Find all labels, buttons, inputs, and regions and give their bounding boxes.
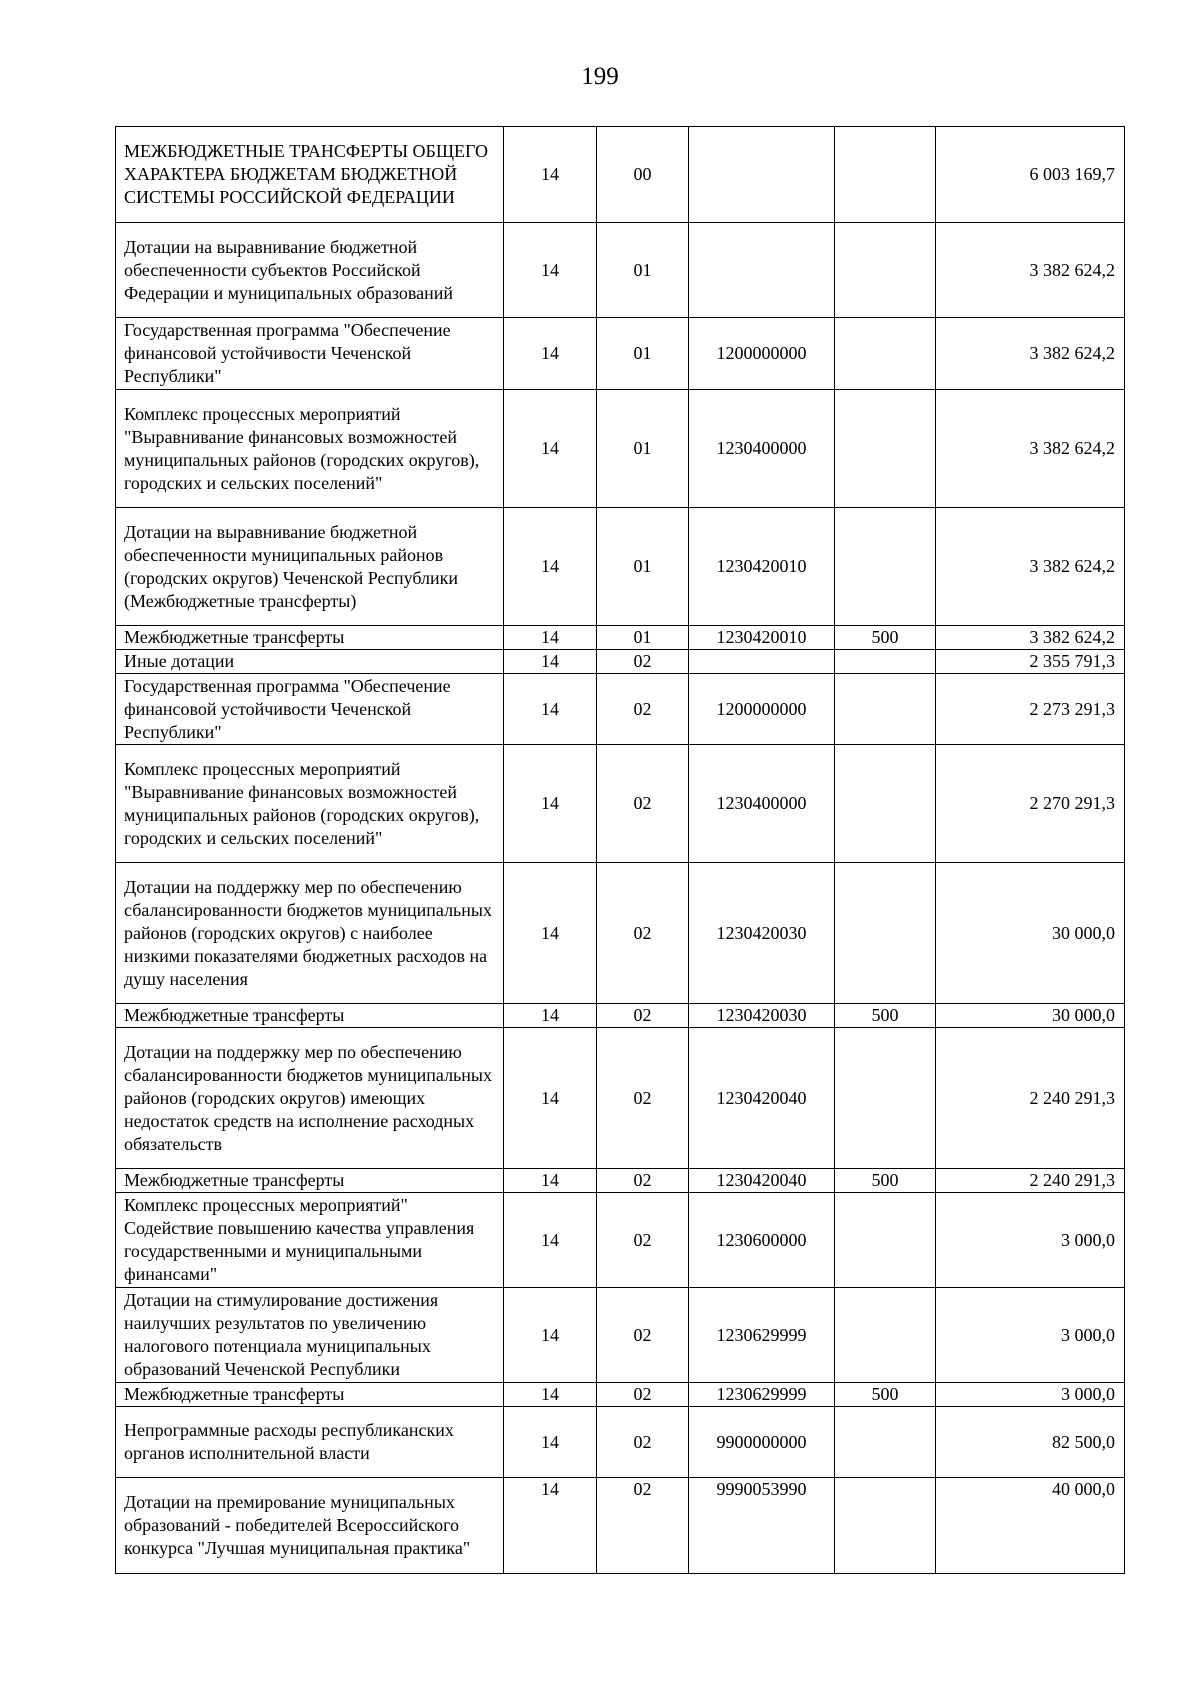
table-row xyxy=(116,1004,1125,1028)
amount: 2 240 291,3 xyxy=(936,1028,1125,1169)
target-article-code xyxy=(689,223,835,318)
target-article-code: 1200000000 xyxy=(689,318,835,390)
row-name: Межбюджетные трансферты xyxy=(116,1169,504,1193)
section-code: 14 xyxy=(504,863,597,1004)
amount: 2 355 791,3 xyxy=(936,650,1125,674)
section-code: 14 xyxy=(504,1383,597,1407)
section-code: 14 xyxy=(504,650,597,674)
target-article-code: 1230420040 xyxy=(689,1028,835,1169)
table-row xyxy=(116,674,1125,745)
table-row xyxy=(116,223,1125,318)
amount: 3 382 624,2 xyxy=(936,390,1125,508)
section-code: 14 xyxy=(504,318,597,390)
section-code: 14 xyxy=(504,1478,597,1574)
section-code: 14 xyxy=(504,745,597,863)
amount: 3 382 624,2 xyxy=(936,318,1125,390)
row-name: Иные дотации xyxy=(116,650,504,674)
subsection-code: 01 xyxy=(597,626,689,650)
row-name: МЕЖБЮДЖЕТНЫЕ ТРАНСФЕРТЫ ОБЩЕГО ХАРАКТЕРА БЮДЖЕТАМ БЮДЖЕТНОЙ СИСТЕМЫ РОССИЙСКОЙ ФЕДЕРАЦИИ xyxy=(116,127,504,223)
table-row xyxy=(116,1383,1125,1407)
subsection-code: 02 xyxy=(597,1383,689,1407)
target-article-code: 1230420010 xyxy=(689,508,835,626)
row-name: Комплекс процессных мероприятий" Содействие повышению качества управления государственными и муниципальными финансами" xyxy=(116,1193,504,1288)
target-article-code: 1230629999 xyxy=(689,1383,835,1407)
row-name: Комплекс процессных мероприятий "Выравнивание финансовых возможностей муниципальных районов (городских округов), городских и сельских поселений" xyxy=(116,390,504,508)
expense-type-code xyxy=(835,127,936,223)
target-article-code: 1200000000 xyxy=(689,674,835,745)
row-name: Дотации на поддержку мер по обеспечению сбалансированности бюджетов муниципальных районов (городских округов) с наиболее низкими показателями бюджетных расходов на душу населения xyxy=(116,863,504,1004)
expense-type-code xyxy=(835,1288,936,1383)
section-code: 14 xyxy=(504,674,597,745)
target-article-code xyxy=(689,127,835,223)
target-article-code: 1230420010 xyxy=(689,626,835,650)
expense-type-code xyxy=(835,674,936,745)
row-name: Государственная программа "Обеспечение финансовой устойчивости Чеченской Республики" xyxy=(116,318,504,390)
expense-type-code xyxy=(835,863,936,1004)
budget-table xyxy=(115,126,1125,1574)
expense-type-code xyxy=(835,223,936,318)
row-name: Межбюджетные трансферты xyxy=(116,1383,504,1407)
target-article-code: 1230400000 xyxy=(689,745,835,863)
subsection-code: 02 xyxy=(597,650,689,674)
amount: 3 000,0 xyxy=(936,1193,1125,1288)
section-code: 14 xyxy=(504,508,597,626)
amount: 3 382 624,2 xyxy=(936,508,1125,626)
table-row xyxy=(116,650,1125,674)
subsection-code: 00 xyxy=(597,127,689,223)
subsection-code: 02 xyxy=(597,1478,689,1574)
target-article-code: 1230629999 xyxy=(689,1288,835,1383)
target-article-code: 1230420040 xyxy=(689,1169,835,1193)
row-name: Дотации на стимулирование достижения наилучших результатов по увеличению налогового потенциала муниципальных образований Чеченской Республики xyxy=(116,1288,504,1383)
table-row xyxy=(116,127,1125,223)
subsection-code: 02 xyxy=(597,1288,689,1383)
subsection-code: 01 xyxy=(597,223,689,318)
expense-type-code xyxy=(835,745,936,863)
row-name: Межбюджетные трансферты xyxy=(116,626,504,650)
table-row xyxy=(116,745,1125,863)
target-article-code: 9900000000 xyxy=(689,1407,835,1478)
subsection-code: 01 xyxy=(597,390,689,508)
subsection-code: 02 xyxy=(597,863,689,1004)
table-row xyxy=(116,1288,1125,1383)
amount: 3 382 624,2 xyxy=(936,626,1125,650)
table-row xyxy=(116,1028,1125,1169)
table-row xyxy=(116,1169,1125,1193)
table-row xyxy=(116,863,1125,1004)
table-row xyxy=(116,508,1125,626)
amount: 3 382 624,2 xyxy=(936,223,1125,318)
section-code: 14 xyxy=(504,1193,597,1288)
subsection-code: 02 xyxy=(597,1169,689,1193)
expense-type-code xyxy=(835,1028,936,1169)
amount: 40 000,0 xyxy=(936,1478,1125,1574)
subsection-code: 02 xyxy=(597,674,689,745)
section-code: 14 xyxy=(504,626,597,650)
amount: 2 273 291,3 xyxy=(936,674,1125,745)
table-row xyxy=(116,626,1125,650)
amount: 2 240 291,3 xyxy=(936,1169,1125,1193)
subsection-code: 01 xyxy=(597,318,689,390)
amount: 82 500,0 xyxy=(936,1407,1125,1478)
section-code: 14 xyxy=(504,1169,597,1193)
section-code: 14 xyxy=(504,1288,597,1383)
expense-type-code: 500 xyxy=(835,1004,936,1028)
section-code: 14 xyxy=(504,127,597,223)
target-article-code: 1230420030 xyxy=(689,1004,835,1028)
expense-type-code xyxy=(835,1193,936,1288)
row-name: Непрограммные расходы республиканских органов исполнительной власти xyxy=(116,1407,504,1478)
table-row xyxy=(116,1478,1125,1574)
table-row xyxy=(116,1407,1125,1478)
row-name: Дотации на премирование муниципальных образований - победителей Всероссийского конкурса "Лучшая муниципальная практика" xyxy=(116,1478,504,1574)
row-name: Дотации на поддержку мер по обеспечению сбалансированности бюджетов муниципальных районов (городских округов) имеющих недостаток средств на исполнение расходных обязательств xyxy=(116,1028,504,1169)
amount: 30 000,0 xyxy=(936,863,1125,1004)
amount: 3 000,0 xyxy=(936,1288,1125,1383)
amount: 2 270 291,3 xyxy=(936,745,1125,863)
expense-type-code: 500 xyxy=(835,1169,936,1193)
subsection-code: 02 xyxy=(597,1004,689,1028)
section-code: 14 xyxy=(504,1004,597,1028)
amount: 30 000,0 xyxy=(936,1004,1125,1028)
target-article-code: 1230600000 xyxy=(689,1193,835,1288)
expense-type-code xyxy=(835,390,936,508)
table-row xyxy=(116,390,1125,508)
row-name: Государственная программа "Обеспечение финансовой устойчивости Чеченской Республики" xyxy=(116,674,504,745)
expense-type-code xyxy=(835,508,936,626)
subsection-code: 02 xyxy=(597,745,689,863)
amount: 6 003 169,7 xyxy=(936,127,1125,223)
table-row xyxy=(116,1193,1125,1288)
row-name: Дотации на выравнивание бюджетной обеспеченности субъектов Российской Федерации и муниципальных образований xyxy=(116,223,504,318)
subsection-code: 02 xyxy=(597,1028,689,1169)
amount: 3 000,0 xyxy=(936,1383,1125,1407)
row-name: Межбюджетные трансферты xyxy=(116,1004,504,1028)
expense-type-code xyxy=(835,1478,936,1574)
page-number: 199 xyxy=(581,63,619,90)
subsection-code: 02 xyxy=(597,1193,689,1288)
expense-type-code xyxy=(835,1407,936,1478)
expense-type-code xyxy=(835,318,936,390)
subsection-code: 01 xyxy=(597,508,689,626)
target-article-code: 9990053990 xyxy=(689,1478,835,1574)
section-code: 14 xyxy=(504,1028,597,1169)
expense-type-code: 500 xyxy=(835,1383,936,1407)
expense-type-code xyxy=(835,650,936,674)
target-article-code xyxy=(689,650,835,674)
target-article-code: 1230420030 xyxy=(689,863,835,1004)
expense-type-code: 500 xyxy=(835,626,936,650)
section-code: 14 xyxy=(504,1407,597,1478)
target-article-code: 1230400000 xyxy=(689,390,835,508)
row-name: Комплекс процессных мероприятий "Выравнивание финансовых возможностей муниципальных районов (городских округов), городских и сельских поселений" xyxy=(116,745,504,863)
section-code: 14 xyxy=(504,390,597,508)
section-code: 14 xyxy=(504,223,597,318)
table-row xyxy=(116,318,1125,390)
row-name: Дотации на выравнивание бюджетной обеспеченности муниципальных районов (городских округов) Чеченской Республики (Межбюджетные трансферты) xyxy=(116,508,504,626)
subsection-code: 02 xyxy=(597,1407,689,1478)
